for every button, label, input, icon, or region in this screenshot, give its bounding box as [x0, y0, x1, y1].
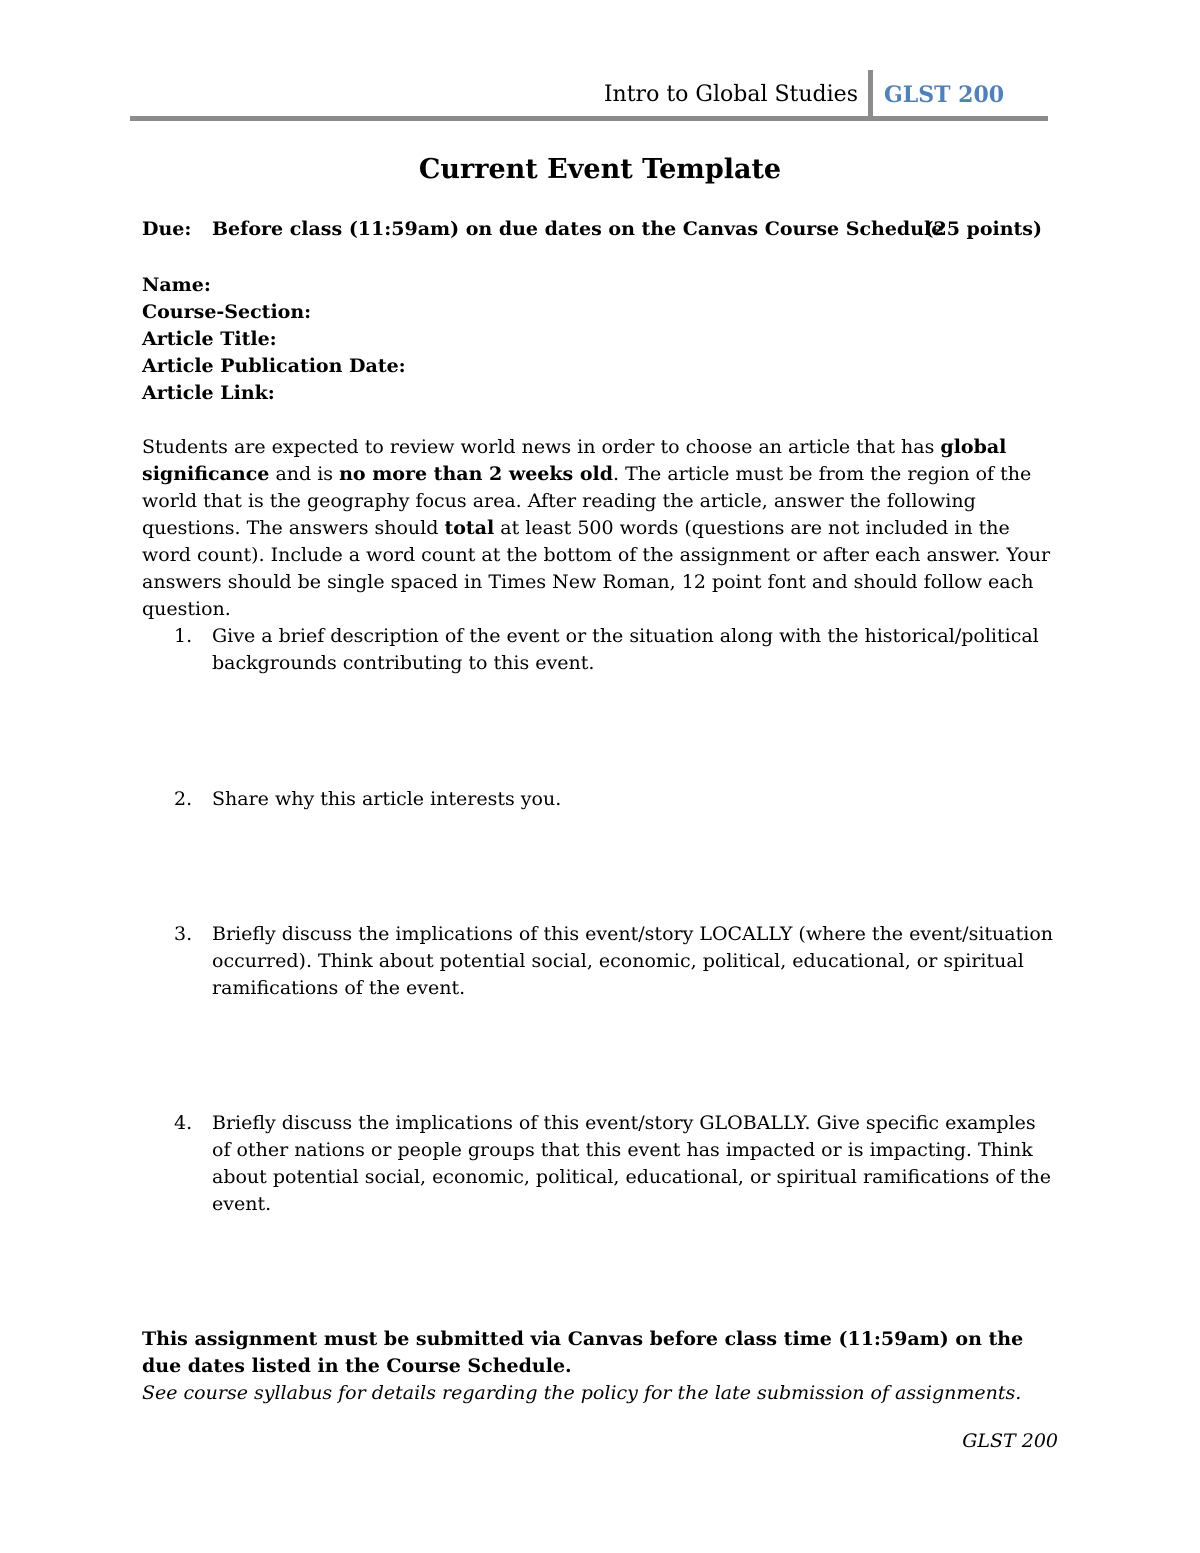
field-course-section: Course-Section: [142, 301, 312, 323]
late-policy-note: See course syllabus for details regarding the policy for the late submission of assignments. [142, 1382, 1022, 1404]
submission-requirement: This assignment must be submitted via Canvas before class time (11:59am) on the due dates listed in the Course Schedule. [142, 1328, 1024, 1377]
field-article-title: Article Title: [142, 328, 277, 350]
question-number: 3. [174, 923, 193, 945]
question-number: 1. [174, 625, 193, 647]
due-text: Before class (11:59am) on due dates on the Canvas Course Schedule [212, 218, 944, 240]
field-article-link: Article Link: [142, 382, 275, 404]
question-text: Briefly discuss the implications of this event/story LOCALLY (where the event/situation occurred). Think about potential social, economic, political, educational, or spiritual ramifications of the event. [212, 923, 1054, 999]
due-label: Due: [142, 218, 192, 240]
header-divider [868, 70, 873, 116]
question-text: Briefly discuss the implications of this event/story GLOBALLY. Give specific examples of other nations or people groups that this event has impacted or is impacting. Think about potential social, economic, political, educational, or spiritual ramifications of the event. [212, 1112, 1051, 1215]
question-text: Give a brief description of the event or the situation along with the historical/political backgrounds contributing to this event. [212, 625, 1039, 674]
intro-bold-total: total [444, 517, 495, 539]
question-text: Share why this article interests you. [212, 788, 562, 810]
question-number: 2. [174, 788, 193, 810]
field-name: Name: [142, 274, 211, 296]
page-title: Current Event Template [418, 154, 782, 185]
header-course-name: Intro to Global Studies [603, 82, 858, 107]
intro-text-4: at least 500 words (questions are not included in the word count). Include a word count at the bottom of the assignment or after each answer. Your answers should be single spaced in Times New Roman, 12 point font and should follow each question. [142, 517, 1051, 620]
due-points: (25 points) [924, 218, 1042, 240]
intro-text-2: and is [269, 463, 340, 485]
question-number: 4. [174, 1112, 193, 1134]
intro-text-1: Students are expected to review world news in order to choose an article that has [142, 436, 941, 458]
header-rule [130, 116, 1048, 121]
header-course-code: GLST 200 [884, 82, 1005, 108]
info-fields [142, 272, 406, 407]
instructions-paragraph [142, 434, 1054, 623]
intro-bold-age-limit: no more than 2 weeks old [339, 463, 614, 485]
field-article-publication-date: Article Publication Date: [142, 355, 406, 377]
submission-note [142, 1326, 1054, 1407]
intro-text-3: . The article must be from the region of the world that is the geography focus area. After reading the article, answer the following questions. The answers should [142, 463, 1032, 539]
page-header [130, 70, 1048, 120]
page-footer: GLST 200 [962, 1430, 1058, 1452]
intro-bold-global-significance: global significance [142, 436, 1007, 485]
